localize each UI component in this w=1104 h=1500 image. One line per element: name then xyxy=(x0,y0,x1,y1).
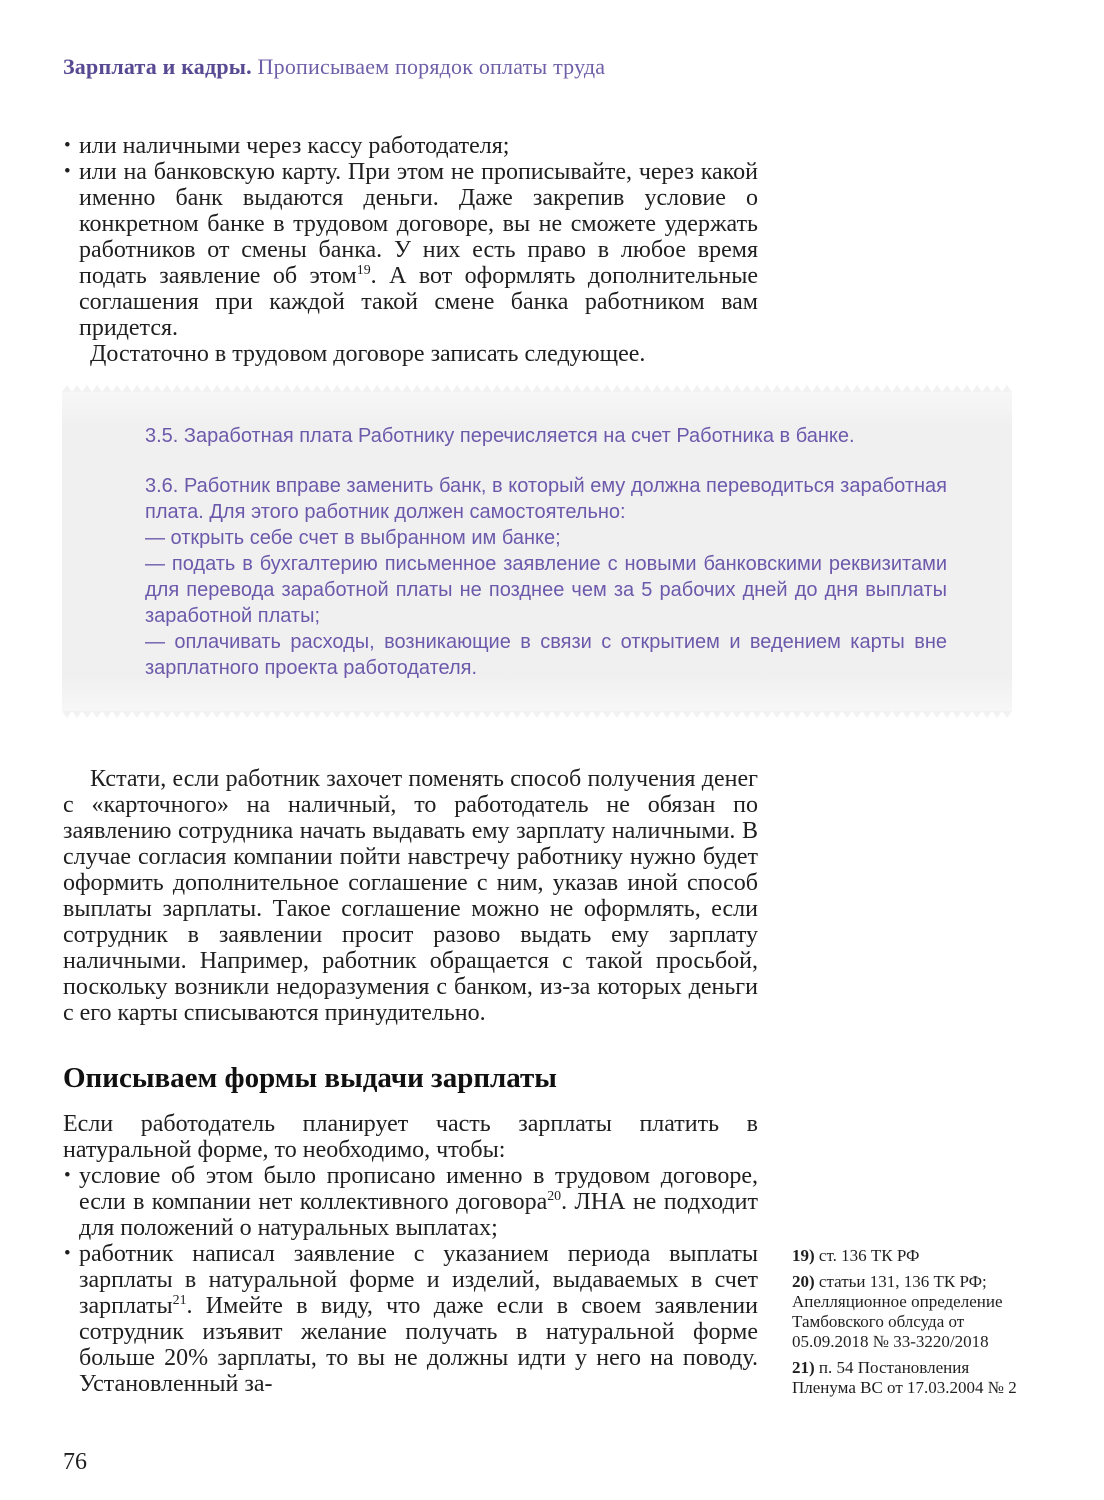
kstati-paragraph-block xyxy=(63,766,758,1026)
footnote xyxy=(792,1272,1024,1352)
list-item-text: условие об этом было прописано именно в трудовом договоре, если в компании нет коллективного договора$^{20}$. ЛНА не подходит для положений о натуральных выплатах; xyxy=(79,1163,758,1241)
list-item xyxy=(63,133,758,159)
header-article-title: Прописываем порядок оплаты труда xyxy=(257,54,606,79)
list-item xyxy=(63,1163,758,1241)
clause-3-6-item: — оплачивать расходы, возникающие в связи с открытием и ведением карты вне зарплатного проекта работодателя. xyxy=(145,631,947,679)
bullet-icon: • xyxy=(64,1243,71,1264)
contract-quote-box xyxy=(62,385,1012,718)
footnote-text: статьи 131, 136 ТК РФ; Апелляционное определение Тамбовского облсуда от 05.09.2018 № 33-3220/2018 xyxy=(792,1272,1003,1351)
zigzag-top-edge xyxy=(62,385,1012,392)
clause-3-6-item: — подать в бухгалтерию письменное заявление с новыми банковскими реквизитами для перевода заработной платы не позднее чем за 5 рабочих дней до дня выплаты заработной платы; xyxy=(145,553,947,627)
lead-line: Достаточно в трудовом договоре записать следующее. xyxy=(90,341,646,367)
page-number: 76 xyxy=(63,1449,87,1475)
footnote-text: ст. 136 ТК РФ xyxy=(818,1246,920,1265)
footnote-number: 21) xyxy=(792,1358,815,1377)
list-item-text: работник написал заявление с указанием периода выплаты зарплаты в натуральной форме и изделий, выдаваемых в счет зарплаты$^{21}$. Имейте в виду, что даже если в своем заявлении сотрудник изъявит желание получать в натуральной форме больше 20% зарплаты, то вы не должны идти у него на поводу. Установленный за- xyxy=(79,1241,758,1397)
footnote-number: 19) xyxy=(792,1246,815,1265)
kstati-paragraph: Кстати, если работник захочет поменять способ получения денег с «карточного» на наличный, то работодатель не обязан по заявлению сотрудника начать выдавать ему зарплату наличными. В случае согласия компании пойти навстречу работнику нужно будет оформить дополнительное соглашение с ним, указав иной способ выплаты зарплаты. Такое соглашение можно не оформлять, если сотрудник в заявлении просит разово выдать ему зарплату наличными. Например, работник обращается с такой просьбой, поскольку возникли недоразумения с банком, из-за которых деньги с его карты списываются принудительно. xyxy=(63,766,758,1026)
footnote-text: п. 54 Постановления Пленума ВС от 17.03.2004 № 2 xyxy=(792,1358,1017,1397)
footnote-number: 20) xyxy=(792,1272,815,1291)
contract-quote-text xyxy=(62,392,1012,711)
forms-section xyxy=(63,1062,758,1397)
section-heading: Описываем формы выдачи зарплаты xyxy=(63,1062,557,1094)
clause-3-5: 3.5. Заработная плата Работнику перечисляется на счет Работника в банке. xyxy=(145,425,855,447)
footnote xyxy=(792,1246,1024,1266)
payment-methods-block xyxy=(63,133,758,367)
clause-3-6: 3.6. Работник вправе заменить банк, в который ему должна переводиться заработная плата. Для этого работник должен самостоятельно: xyxy=(145,475,947,523)
list-item xyxy=(63,1241,758,1397)
zigzag-bottom-edge xyxy=(62,711,1012,718)
bullet-icon: • xyxy=(64,1165,71,1186)
running-header xyxy=(63,54,963,80)
payment-methods-list xyxy=(63,133,758,341)
clause-3-6-item: — открыть себе счет в выбранном им банке; xyxy=(145,527,561,549)
list-item-text: или наличными через кассу работодателя; xyxy=(79,133,510,159)
footnotes-sidebar xyxy=(792,1246,1024,1404)
footnote xyxy=(792,1358,1024,1398)
bullet-icon: • xyxy=(64,135,71,156)
header-section-title: Зарплата и кадры. xyxy=(63,54,252,79)
list-item xyxy=(63,159,758,341)
bullet-icon: • xyxy=(64,161,71,182)
list-item-text: или на банковскую карту. При этом не прописывайте, через какой именно банк выдаются деньги. Даже закрепив условие о конкретном банке в трудовом договоре, вы не сможете удержать работников от смены банка. У них есть право в любое время подать заявление об этом$^{19}$. А вот оформлять дополнительные соглашения при каждой такой смене банка работником вам придется. xyxy=(79,159,758,341)
forms-intro: Если работодатель планирует часть зарплаты платить в натуральной форме, то необходимо, чтобы: xyxy=(63,1111,758,1163)
forms-conditions-list xyxy=(63,1163,758,1397)
